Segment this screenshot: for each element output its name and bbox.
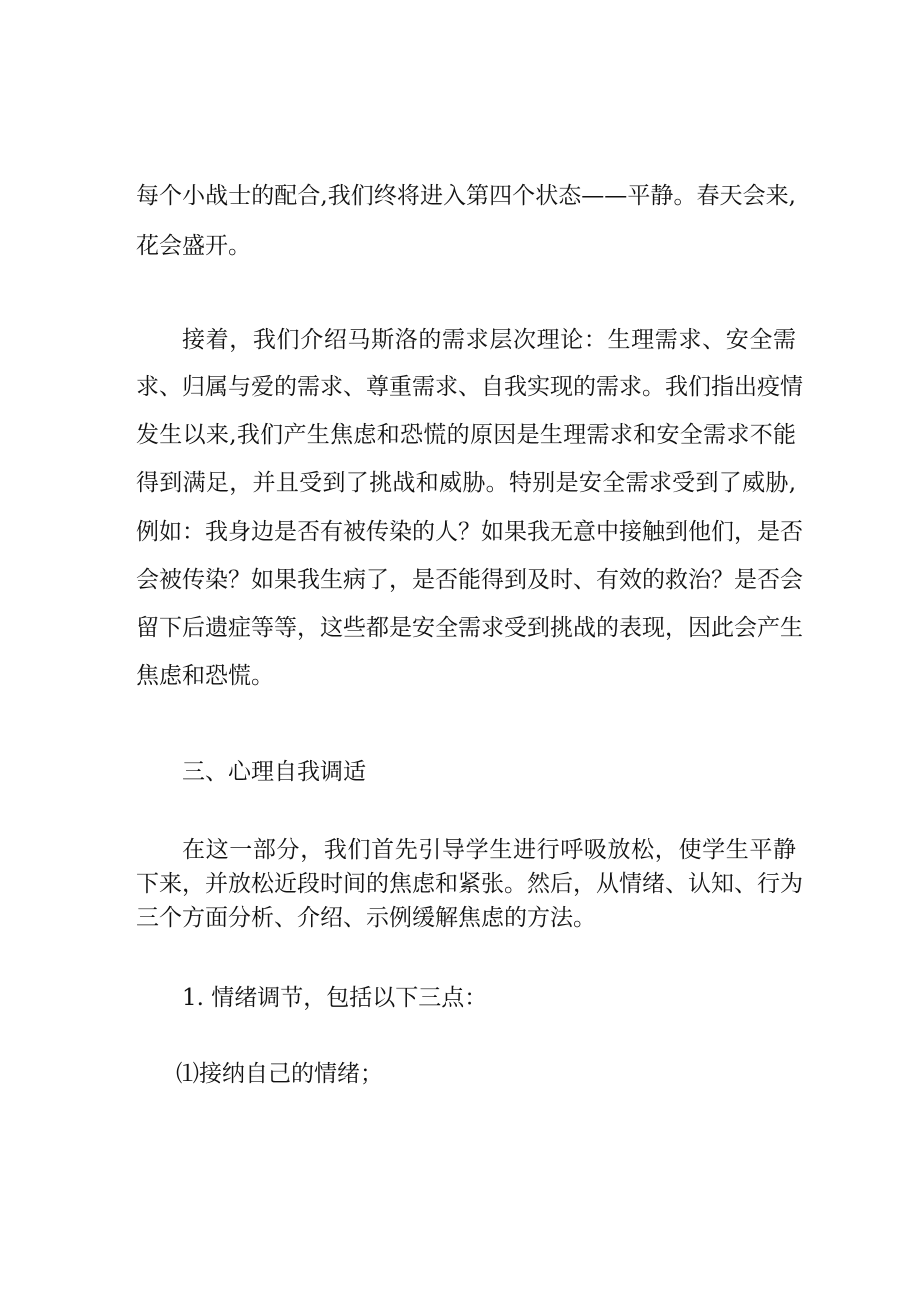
paragraph-2-line-6: 会被传染？如果我生病了，是否能得到及时、有效的救治？是否会 [136, 567, 803, 593]
paragraph-3-line-1: 在这一部分，我们首先引导学生进行呼吸放松，使学生平静 [182, 837, 796, 863]
paragraph-2-line-2: 求、归属与爱的需求、尊重需求、自我实现的需求。我们指出疫情 [136, 374, 803, 400]
paragraph-2-line-4: 得到满足，并且受到了挑战和威胁。特别是安全需求受到了威胁, [136, 470, 796, 496]
section-heading-3: 三、心理自我调适 [182, 759, 366, 785]
paragraph-2-line-5: 例如：我身边是否有被传染的人？如果我无意中接触到他们，是否 [136, 519, 803, 545]
paragraph-2-line-8: 焦虑和恐慌。 [136, 663, 274, 689]
list-item-1: 1. 情绪调节，包括以下三点： [182, 985, 488, 1011]
paragraph-2-line-1: 接着，我们介绍马斯洛的需求层次理论：生理需求、安全需 [182, 327, 796, 353]
paragraph-2-line-7: 留下后遗症等等，这些都是安全需求受到挑战的表现，因此会产生 [136, 615, 803, 641]
paragraph-1-line-1: 每个小战士的配合,我们终将进入第四个状态——平静。春天会来, [136, 183, 796, 209]
list-item-1-sub-1: ⑴接纳自己的情绪； [176, 1061, 383, 1087]
paragraph-3-line-3: 三个方面分析、介绍、示例缓解焦虑的方法。 [136, 905, 596, 931]
paragraph-3-line-2: 下来，并放松近段时间的焦虑和紧张。然后，从情绪、认知、行为 [136, 871, 803, 897]
paragraph-2-line-3: 发生以来,我们产生焦虑和恐慌的原因是生理需求和安全需求不能 [136, 422, 796, 448]
paragraph-1-line-2: 花会盛开。 [136, 233, 251, 259]
